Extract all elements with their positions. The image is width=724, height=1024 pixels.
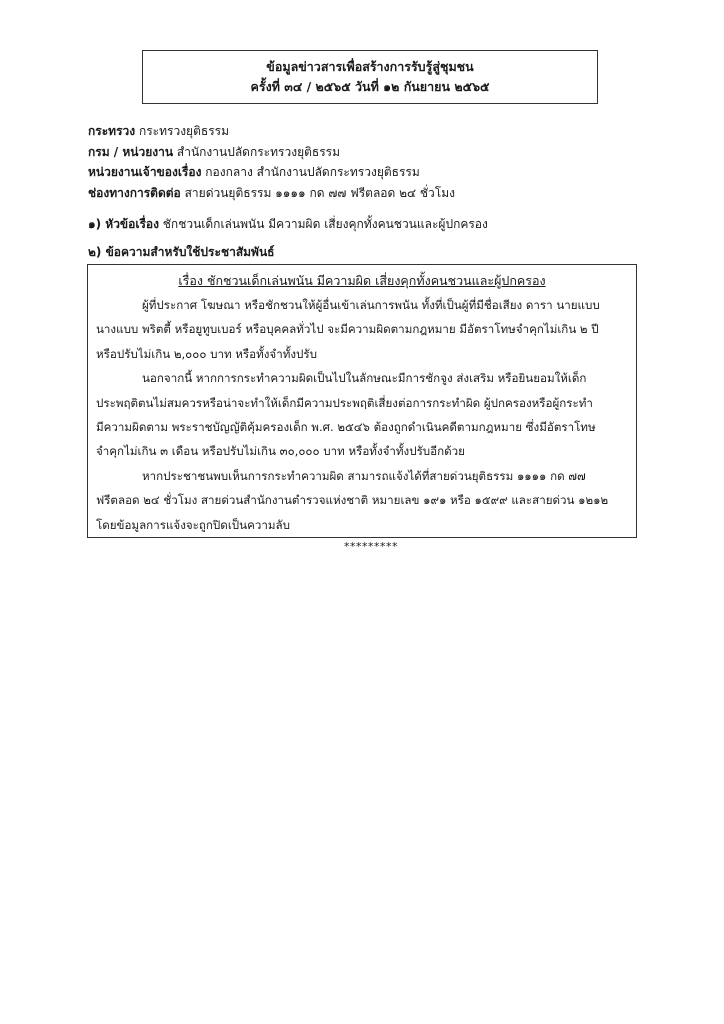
- paragraph-line: ฟรีตลอด ๒๔ ชั่วโมง สายด่วนสำนักงานตำรวจแห่งชาติ หมายเลข ๑๙๑ หรือ ๑๕๙๙ และสายด่วน ๑๒๑๒: [96, 493, 609, 508]
- meta-department: [88, 142, 688, 163]
- department-value: สำนักงานปลัดกระทรวงยุติธรรม: [176, 144, 341, 159]
- paragraph-line: หากประชาชนพบเห็นการกระทำความผิด สามารถแจ้งได้ที่สายด่วนยุติธรรม ๑๑๑๑ กด ๗๗: [142, 468, 586, 483]
- ministry-label: กระทรวง: [88, 124, 136, 138]
- topic-label: ๑) หัวข้อเรื่อง: [88, 217, 159, 231]
- section-pr-heading: ๒) ข้อความสำหรับใช้ประชาสัมพันธ์: [88, 245, 275, 259]
- contact-label: ช่องทางการติดต่อ: [88, 185, 181, 200]
- header-title: ข้อมูลข่าวสารเพื่อสร้างการรับรู้สู่ชุมชน: [266, 59, 474, 74]
- paragraph-line: ผู้ที่ประกาศ โฆษณา หรือชักชวนให้ผู้อื่นเข้าเล่นการพนัน ทั้งที่เป็นผู้ที่มีชื่อเสียง ดารา นายแบบ: [142, 298, 600, 312]
- paragraph-line: นอกจากนี้ หากการกระทำความผิดเป็นไปในลักษณะมีการชักจูง ส่งเสริม หรือยินยอมให้เด็ก: [142, 371, 587, 386]
- ministry-value: กระทรวงยุติธรรม: [138, 124, 229, 138]
- end-marker: *********: [344, 540, 398, 553]
- paragraph-line: มีความผิดตาม พระราชบัญญัติคุ้มครองเด็ก พ.ศ. ๒๕๔๖ ต้องถูกดำเนินคดีตามกฎหมาย ซึ่งมีอัตราโทษ: [96, 420, 596, 435]
- paragraph-line: หรือปรับไม่เกิน ๒,๐๐๐ บาท หรือทั้งจำทั้งปรับ: [96, 346, 317, 361]
- topic-value: ชักชวนเด็กเล่นพนัน มีความผิด เสี่ยงคุกทั้งคนชวนและผู้ปกครอง: [162, 217, 488, 231]
- department-label: กรม / หน่วยงาน: [88, 144, 174, 159]
- header-issue: ครั้งที่ ๓๔ / ๒๕๖๕ วันที่ ๑๒ กันยายน ๒๕๖๕: [250, 79, 490, 94]
- owner-label: หน่วยงานเจ้าของเรื่อง: [88, 165, 202, 179]
- pr-content-box: [87, 264, 637, 538]
- paragraph-line: ประพฤติตนไม่สมควรหรือน่าจะทำให้เด็กมีความประพฤติเสี่ยงต่อการกระทำผิด ผู้ปกครองหรือผู้กระทำ: [96, 395, 593, 410]
- header-box: [142, 50, 598, 104]
- contact-value: สายด่วนยุติธรรม ๑๑๑๑ กด ๗๗ ฟรีตลอด ๒๔ ชั่วโมง: [184, 185, 456, 200]
- meta-contact: [88, 183, 688, 204]
- meta-owner: [88, 162, 688, 183]
- owner-value: กองกลาง สำนักงานปลัดกระทรวงยุติธรรม: [205, 165, 420, 179]
- paragraph-line: จำคุกไม่เกิน ๓ เดือน หรือปรับไม่เกิน ๓๐,๐๐๐ บาท หรือทั้งจำทั้งปรับอีกด้วย: [96, 444, 465, 459]
- pr-title: เรื่อง ชักชวนเด็กเล่นพนัน มีความผิด เสี่ยงคุกทั้งคนชวนและผู้ปกครอง: [178, 273, 546, 288]
- meta-block: [88, 121, 688, 203]
- section-topic: [88, 214, 488, 234]
- paragraph-line: นางแบบ พริตตี้ หรือยูทูบเบอร์ หรือบุคคลทั่วไป จะมีความผิดตามกฎหมาย มีอัตราโทษจำคุกไม่เกิน ๒ ปี: [96, 322, 599, 337]
- meta-ministry: [88, 121, 688, 142]
- paragraph-line: โดยข้อมูลการแจ้งจะถูกปิดเป็นความลับ: [96, 517, 290, 532]
